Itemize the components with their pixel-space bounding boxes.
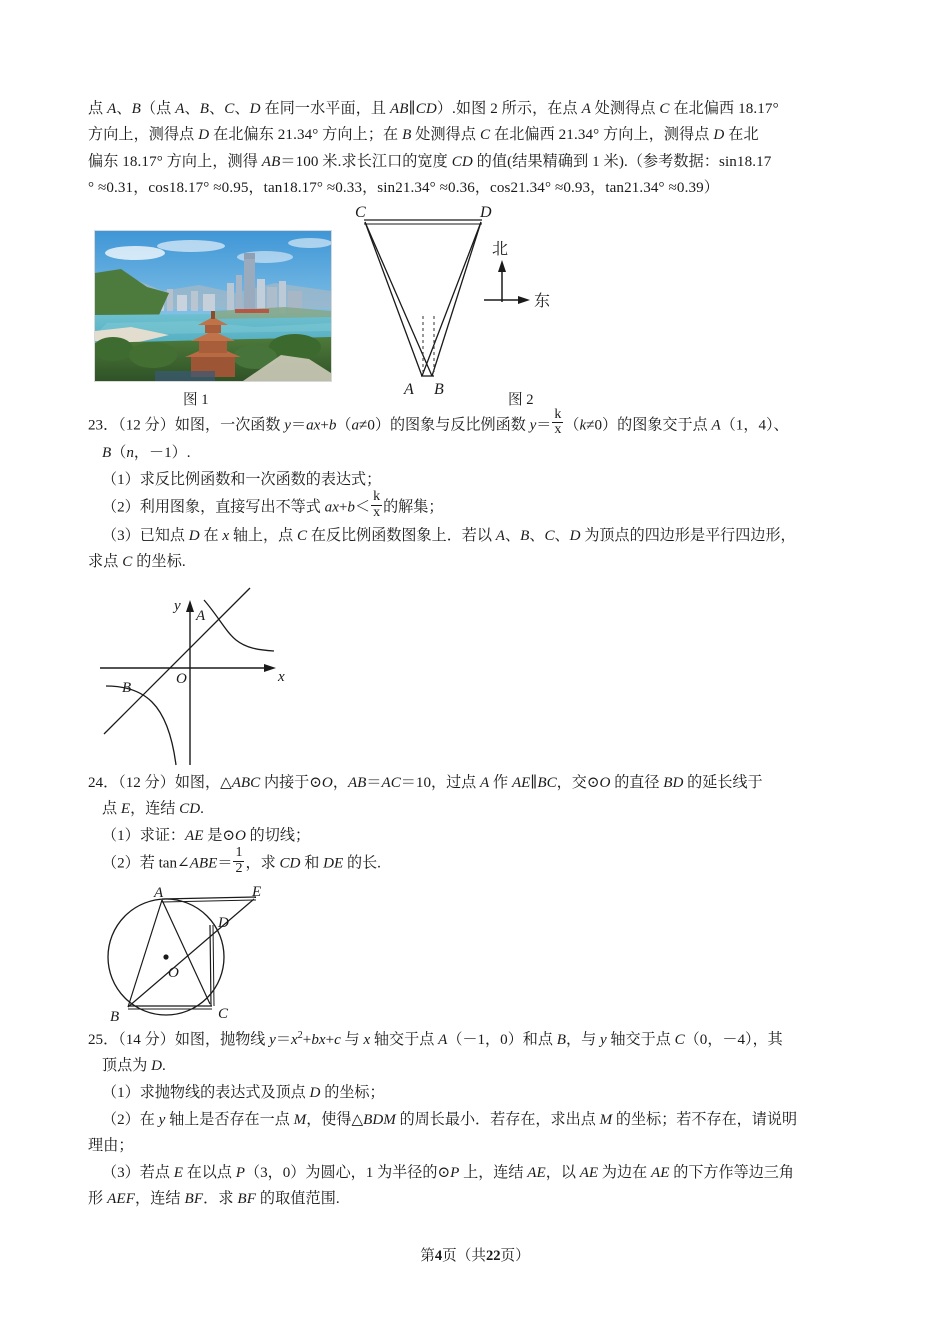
question-23-part-3: （3）已知点 D 在 x 轴上，点 C 在反比例函数图象上．若以 A、B、C、D 为顶点的四边形是平行四边形， [102,527,796,544]
figure2-label-A: A [404,380,414,398]
question-25-stem-line2: 顶点为 D. [102,1058,166,1075]
question-23-figure [88,582,866,770]
graph-label-y: y [174,597,181,614]
q22-line-2: 方向上，测得点 D 在北偏东 21.34° 方向上；在 B 处测得点 C 在北偏西 21.34° 方向上，测得点 D 在北 [88,127,759,144]
graph-label-B: B [122,679,132,696]
footer-suffix: 页） [500,1248,530,1264]
question-25-part-3-cont: 形 AEF，连结 BF．求 BF 的取值范围. [88,1191,340,1208]
page-content [88,96,866,1213]
graph-label-O: O [176,670,187,687]
question-23-part-1: （1）求反比例函数和一次函数的表达式； [102,471,382,488]
question-22-tail-text [88,96,866,202]
figure2-label-east: 东 [534,292,551,310]
question-24-figure [88,885,866,1027]
q24-number: 24 [88,774,104,791]
question-24-part-2: （2）若 tan∠ABE＝ $\frac{1}{2}$ ，求 CD 和 DE 的长. [102,845,381,876]
graph-label-x: x [278,668,285,685]
question-24-stem-line2: 点 E，连结 CD. [102,801,204,818]
q23-number: 23 [88,417,104,434]
k-over-x-fraction: $\frac{k}{x}$ [554,406,562,437]
q25-number: 25 [88,1032,104,1048]
footer-total-pages: 22 [485,1248,501,1264]
k-over-x-fraction-2: $\frac{k}{x}$ [373,489,381,520]
figure-row-22 [88,203,866,408]
figure-1-caption: 图 1 [183,391,209,408]
circle-label-C: C [218,1006,229,1022]
figure2-label-C: C [355,203,366,221]
one-half-fraction: $\frac{1}{2}$ [235,845,243,876]
question-23-stem-line2: B（n，－1）. [102,445,191,462]
circle-label-A: A [154,885,164,901]
circle-label-B: B [110,1009,120,1025]
question-25-part-3: （3）若点 E 在以点 P（3，0）为圆心，1 为半径的⊙P 上，连结 AE，以 AE 为边在 AE 的下方作等边三角 [102,1164,794,1181]
footer-prefix: 第 [420,1248,435,1264]
question-23-part-2: （2）利用图象，直接写出不等式 ax+b＜ $\frac{k}{x}$ 的解集； [102,489,444,520]
q22-line-3: 偏东 18.17° 方向上，测得 AB＝100 米.求长江口的宽度 CD 的值(结果精确到 1 米).（参考数据：sin18.17 [88,153,772,170]
river-city-photo [94,230,332,382]
question-25-part-2-cont: 理由； [88,1138,134,1155]
question-25-part-2: （2）在 y 轴上是否存在一点 M，使得△BDM 的周长最小．若存在，求出点 M 的坐标；若不存在，请说明 [102,1111,798,1128]
figure2-label-north: 北 [492,240,509,258]
question-23-stem: 23．（12 分）如图，一次函数 y＝ax+b（a≠0）的图象与反比例函数 y＝ $\frac{k}{x}$ （k≠0）的图象交于点 A（1，4）、 [88,406,789,437]
q22-line-4: ° ≈0.31，cos18.17° ≈0.95，tan18.17° ≈0.33，sin21.34° ≈0.36，cos21.34° ≈0.93，tan21.34° ≈0.39） [88,180,719,197]
footer-page-number: 4 [434,1248,443,1264]
q24-points: （12 分） [118,774,175,791]
q22-line-1: 点 A、B（点 A、B、C、D 在同一水平面，且 AB∥CD）.如图 2 所示，在点 A 处测得点 C 在北偏西 18.17° [88,101,779,117]
question-24-part-1: （1）求证：AE 是⊙O 的切线； [102,827,311,844]
q23-points: （12 分） [118,417,175,434]
figure-2-caption: 图 2 [508,391,534,408]
footer-middle: 页（共 [442,1248,486,1264]
figure-2-diagram [346,204,576,409]
circle-label-O: O [168,965,179,981]
question-23-part-3-cont: 求点 C 的坐标. [88,554,186,571]
circle-label-E: E [252,885,262,900]
question-25-stem: 25．（14 分）如图，抛物线 $y=x^2+bx+c$ 与 x 轴交于点 A（－1，0）和点 B，与 y 轴交于点 C（0，－4），其 [88,1029,783,1048]
page-footer [0,1244,950,1265]
q25-points: （14 分） [118,1032,175,1048]
circle-label-D: D [218,915,229,931]
figure2-label-B: B [434,380,444,398]
graph-label-A: A [196,607,206,624]
question-25-part-1: （1）求抛物线的表达式及顶点 D 的坐标； [102,1085,385,1101]
question-24-stem: 24．（12 分）如图，△ABC 内接于⊙O，AB＝AC＝10，过点 A 作 AE∥BC，交⊙O 的直径 BD 的延长线于 [88,774,763,791]
figure2-label-D: D [480,203,492,221]
